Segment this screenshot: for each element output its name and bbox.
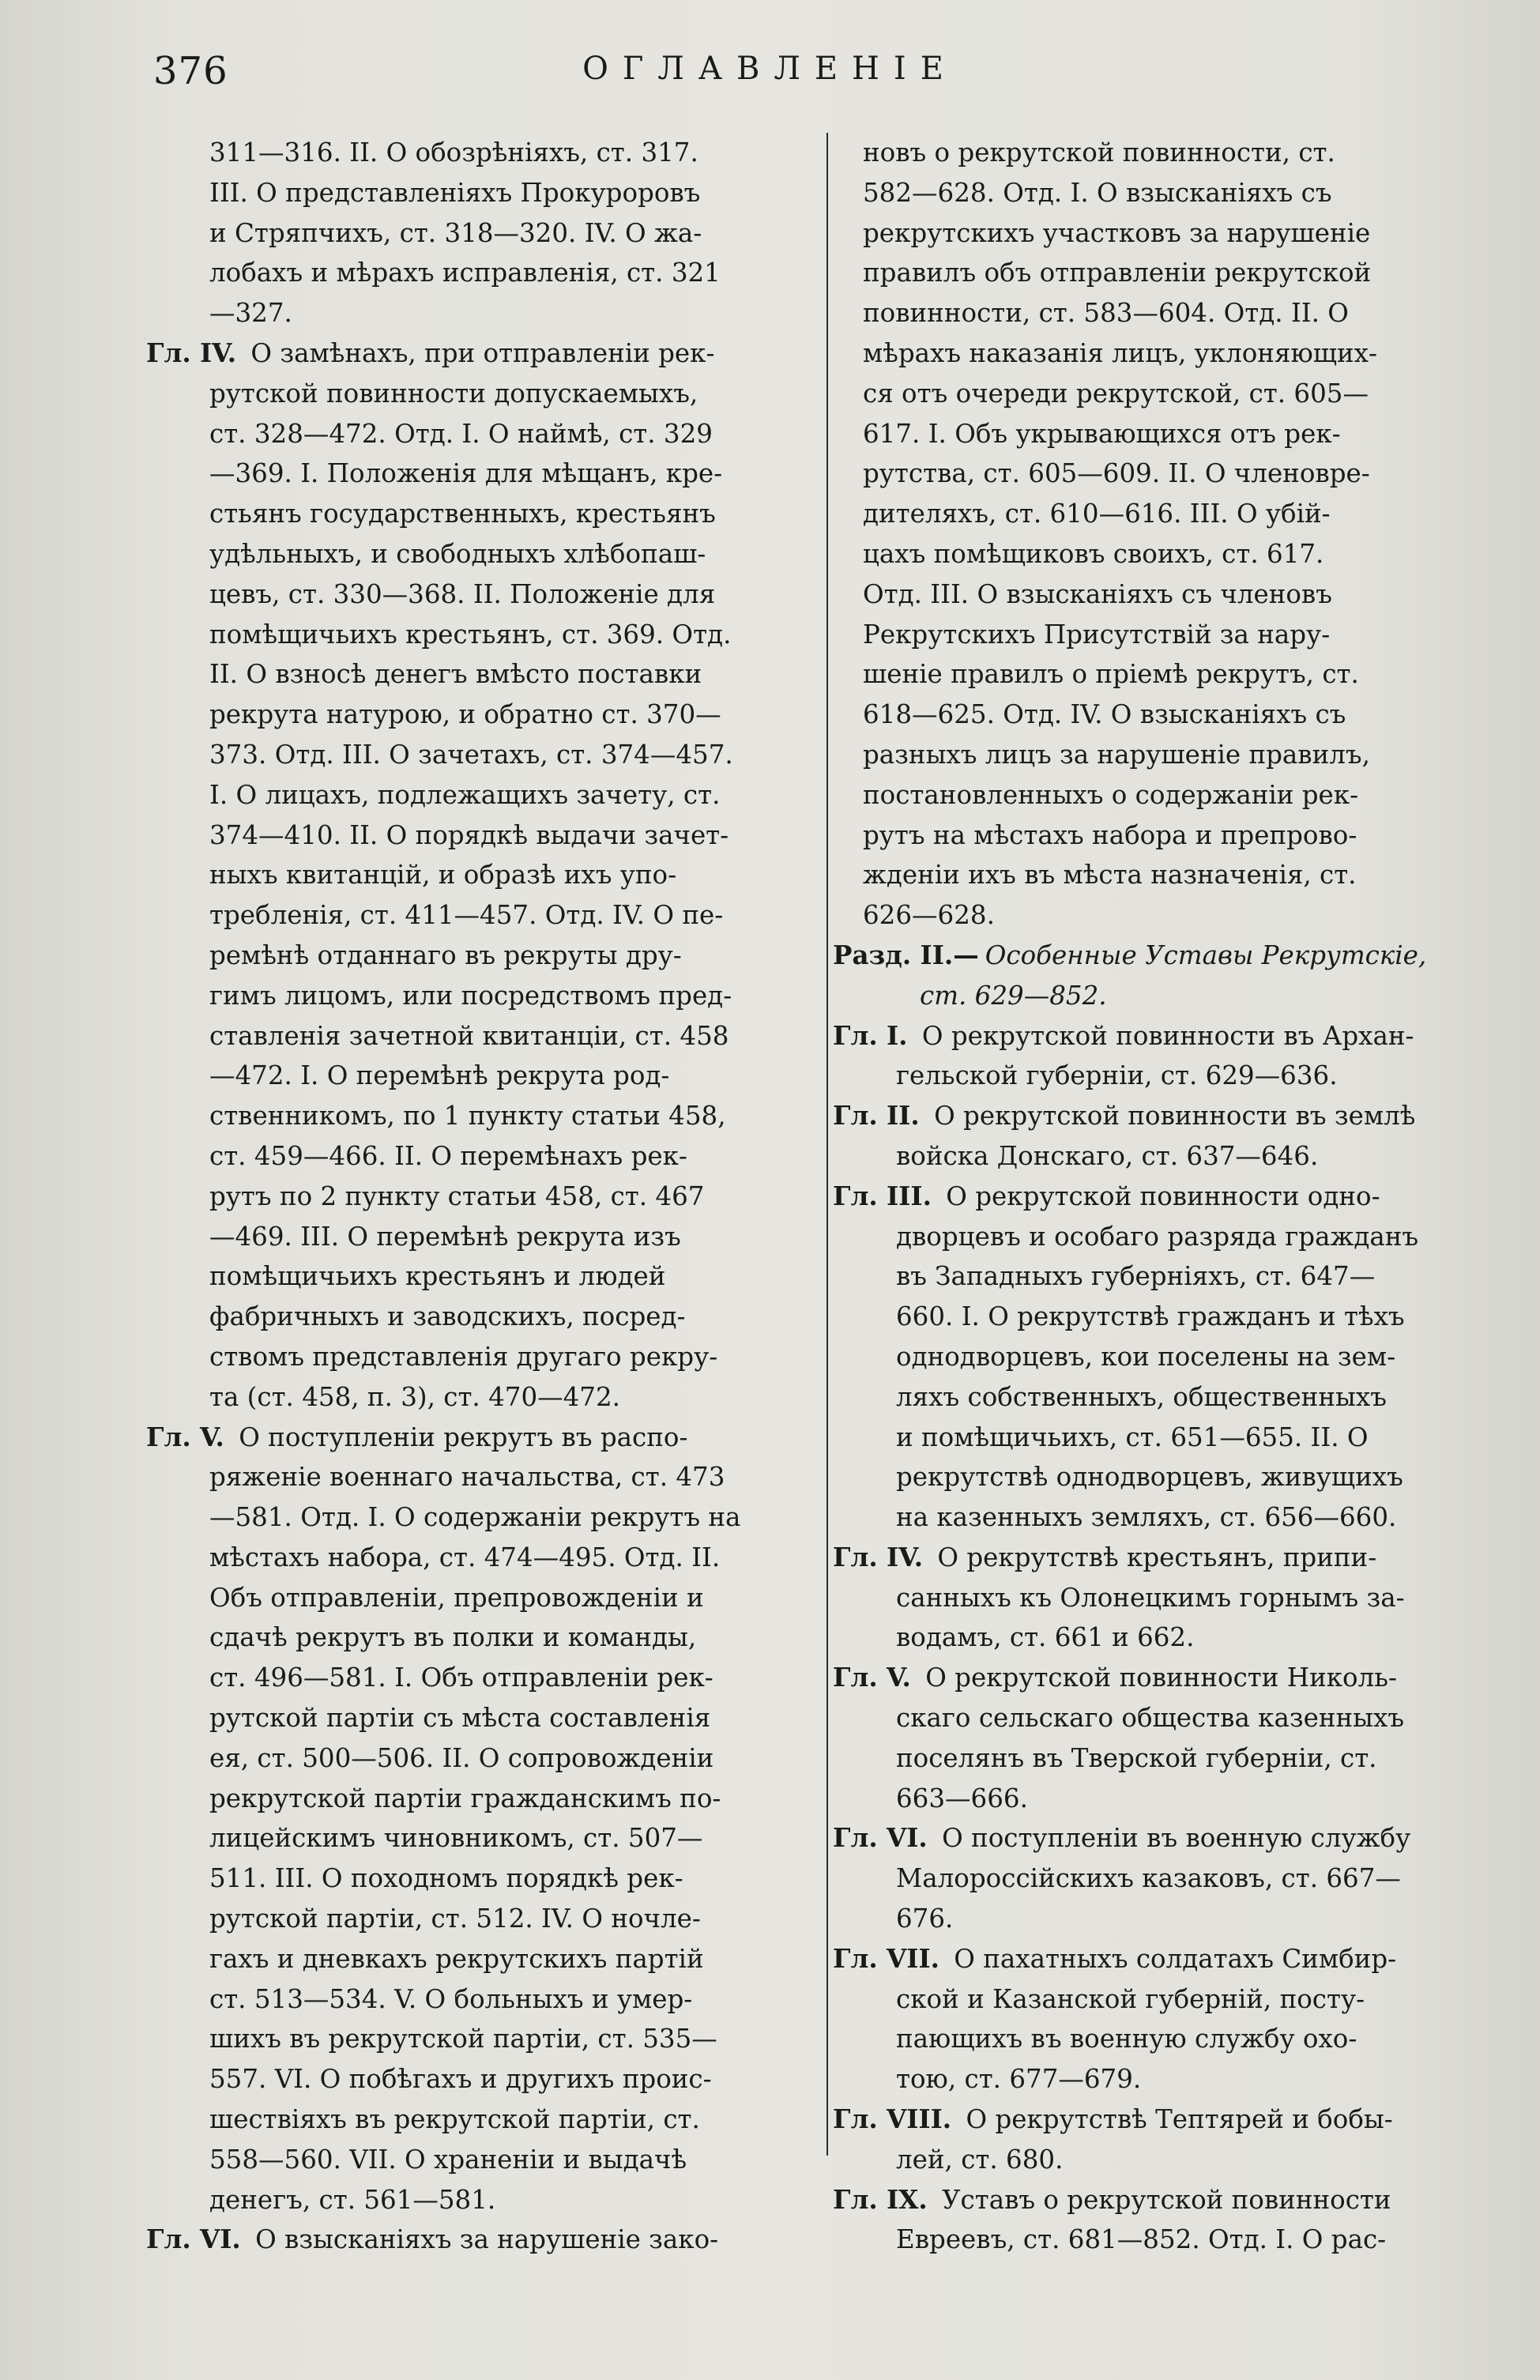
toc-entry [833,2180,1445,2261]
toc-line [146,1617,759,1658]
toc-line [146,1779,759,1819]
toc-line [146,1457,759,1497]
entry-text: 557. VI. О побѣгахъ и другихъ проис- [209,2064,712,2095]
chapter-label: Гл. VIII. [833,2103,952,2135]
toc-line [833,1698,1445,1738]
toc-line [146,454,759,494]
toc-line: правилъ объ отправленіи рекрутской [863,258,1372,288]
toc-line [833,2180,1445,2220]
toc-line: рекрутскихъ участковъ за нарушеніе [863,217,1371,248]
toc-line: повинности, ст. 583—604. Отд. II. О [863,298,1349,329]
toc-line [146,1136,759,1177]
entry-text: дворцевъ и особаго разряда гражданъ [896,1221,1419,1252]
running-head: ОГЛАВЛЕНІЕ [582,51,958,87]
section-label: Разд. II.— [833,939,979,970]
toc-line: новъ о рекрутской повинности, ст. [863,137,1335,168]
toc-line: цахъ помѣщиковъ своихъ, ст. 617. [863,538,1324,569]
chapter-label: Гл. V. [146,1421,224,1452]
toc-line [833,1177,1445,1217]
toc-line [146,1377,759,1418]
entry-text: ст. 496—581. I. Объ отправленіи рек- [209,1663,714,1693]
toc-line [833,1056,1445,1096]
entry-text: ст. 328—472. Отд. I. О наймѣ, ст. 329 [209,418,713,449]
toc-entry [833,1658,1445,1818]
entry-text: Уставъ о рекрутской повинности [942,2184,1391,2215]
entry-text: 663—666. [896,1783,1028,1813]
entry-text: 374—410. II. О порядкѣ выдачи зачет- [209,819,729,850]
toc-line [146,1899,759,1939]
entry-text: О поступленіи въ военную службу [942,1823,1411,1854]
toc-line: разныхъ лицъ за нарушеніе правилъ, [863,739,1370,770]
entry-text: —469. III. О перемѣнѣ рекрута изъ [209,1221,681,1252]
toc-line [833,1256,1445,1297]
entry-text: на казенныхъ земляхъ, ст. 656—660. [896,1502,1397,1533]
toc-line: постановленныхъ о содержаніи рек- [863,779,1359,810]
toc-line [833,2019,1445,2059]
toc-line [833,1899,1445,1939]
chapter-label: Гл. II. [833,1100,920,1132]
toc-line [146,1658,759,1698]
toc-line [146,855,759,895]
toc-line [833,1578,1445,1618]
entry-text: 558—560. VII. О храненіи и выдачѣ [209,2144,687,2175]
toc-line: 617. I. Объ укрывающихся отъ рек- [863,418,1341,449]
toc-line: рутъ на мѣстахъ набора и препрово- [863,819,1357,850]
page-number: 376 [153,49,228,93]
toc-line: —327. [209,298,292,329]
toc-line [833,1617,1445,1658]
toc-line [146,895,759,936]
entry-text: шествіяхъ въ рекрутской партіи, ст. [209,2104,700,2135]
entry-text: II. О взносѣ денегъ вмѣсто поставки [209,659,702,690]
section-heading-line [833,936,1445,976]
entry-text: О рекрутской повинности въ Архан- [921,1020,1414,1051]
toc-line: лобахъ и мѣрахъ исправленія, ст. 321 [209,258,721,288]
entry-text: однодворцевъ, кои поселены на зем- [896,1341,1396,1372]
entry-text: рекрутствѣ однодворцевъ, живущихъ [896,1462,1403,1493]
toc-line [146,1418,759,1458]
toc-line: 582—628. Отд. I. О взысканіяхъ съ [863,177,1332,208]
toc-line: и Стряпчихъ, ст. 318—320. IV. О жа- [209,217,702,248]
toc-line [833,1297,1445,1337]
toc-line [146,695,759,735]
entry-text: мѣстахъ набора, ст. 474—495. Отд. II. [209,1542,721,1572]
toc-line [833,1658,1445,1698]
toc-line [146,1818,759,1858]
left-column [146,133,759,2260]
toc-entry [146,333,759,1418]
toc-line [833,2220,1445,2260]
entry-text: О взысканіяхъ за нарушеніе зако- [255,2224,719,2255]
toc-line: дителяхъ, ст. 610—616. III. О убій- [863,499,1331,529]
entry-text: Евреевъ, ст. 681—852. Отд. I. О рас- [896,2224,1387,2255]
entry-text: 373. Отд. III. О зачетахъ, ст. 374—457. [209,739,733,770]
toc-line [146,2220,759,2260]
entry-text: рекрута натурою, и обратно ст. 370— [209,699,721,730]
toc-line [146,1538,759,1578]
entry-text: помѣщичьихъ крестьянъ и людей [209,1261,666,1292]
toc-line [833,1136,1445,1177]
toc-line [146,2140,759,2180]
entry-text: рутской партіи, ст. 512. IV. О ночле- [209,1904,701,1934]
chapter-label: Гл. IV. [146,337,237,368]
toc-line: мѣрахъ наказанія лицъ, уклоняющих- [863,337,1377,368]
toc-line [146,1497,759,1538]
toc-line [146,2059,759,2099]
toc-line [146,1337,759,1377]
toc-continuation [833,133,1445,936]
entry-text: водамъ, ст. 661 и 662. [896,1622,1195,1653]
section-title: Особенные Уставы Рекрутскіе, [985,940,1427,970]
toc-line: 626—628. [863,900,995,931]
toc-line [146,574,759,615]
entry-text: I. О лицахъ, подлежащихъ зачету, ст. [209,779,721,810]
toc-line [146,2099,759,2140]
toc-line [146,1096,759,1136]
entry-text: санныхъ къ Олонецкимъ горнымъ за- [896,1582,1405,1613]
entry-text: гимъ лицомъ, или посредствомъ пред- [209,980,732,1011]
chapter-label: Гл. IX. [833,2183,928,2215]
toc-line [146,976,759,1016]
toc-line [833,1457,1445,1497]
entry-text: рекрутской партіи гражданскимъ по- [209,1783,721,1813]
toc-line [146,2019,759,2059]
entry-text: ствомъ представленія другаго рекру- [209,1341,718,1372]
entry-text: и помѣщичьихъ, ст. 651—655. II. О [896,1422,1369,1452]
toc-entry [833,1016,1445,1097]
toc-line [833,1377,1445,1418]
entry-text: ставленія зачетной квитанціи, ст. 458 [209,1020,729,1051]
toc-line [146,815,759,856]
toc-line [833,1858,1445,1899]
toc-line [833,1538,1445,1578]
entry-text: стьянъ государственныхъ, крестьянъ [209,499,716,529]
entry-text: О рекрутской повинности въ землѣ [934,1101,1416,1132]
toc-line [146,775,759,815]
toc-line: III. О представленіяхъ Прокуроровъ [209,177,701,208]
toc-line [833,1217,1445,1257]
entry-text: О рекрутской повинности одно- [946,1181,1380,1211]
entry-text: ремѣнѣ отданнаго въ рекруты дру- [209,940,682,970]
entry-text: 511. III. О походномъ порядкѣ рек- [209,1863,683,1894]
toc-line [833,1016,1445,1056]
toc-line [146,1177,759,1217]
entry-text: войска Донскаго, ст. 637—646. [896,1140,1319,1171]
entry-text: помѣщичьихъ крестьянъ, ст. 369. Отд. [209,619,732,650]
toc-line [146,1056,759,1096]
entry-text: сдачѣ рекрутъ въ полки и команды, [209,1622,697,1653]
chapter-label: Гл. VI. [833,1822,928,1854]
column-divider [826,133,828,2156]
toc-line [833,1418,1445,1458]
toc-line [146,1979,759,2020]
toc-line [833,2099,1445,2140]
toc-line: 618—625. Отд. IV. О взысканіяхъ съ [863,699,1346,730]
toc-line [833,1818,1445,1858]
toc-line [146,1939,759,1979]
entry-text: требленія, ст. 411—457. Отд. IV. О пе- [209,900,724,931]
toc-line [146,494,759,534]
entry-text: О рекрутской повинности Николь- [925,1663,1397,1693]
toc-line [833,2140,1445,2180]
toc-line: жденіи ихъ въ мѣста назначенія, ст. [863,860,1357,891]
toc-line [146,1858,759,1899]
right-column [833,133,1445,2260]
toc-entry [833,1096,1445,1177]
entry-text: рутской повинности допускаемыхъ, [209,378,698,409]
toc-line [833,1779,1445,1819]
toc-line: шеніе правилъ о пріемѣ рекрутъ, ст. [863,659,1359,690]
section-heading [833,936,1445,1016]
entry-text: цевъ, ст. 330—368. II. Положеніе для [209,578,716,609]
entry-text: тою, ст. 677—679. [896,2064,1142,2095]
entry-text: денегъ, ст. 561—581. [209,2184,496,2215]
toc-line: Рекрутскихъ Присутствій за нару- [863,619,1331,650]
toc-entry [833,1177,1445,1538]
entry-text: —581. Отд. I. О содержаніи рекрутъ на [209,1502,741,1533]
toc-line [146,1738,759,1779]
toc-line [833,1337,1445,1377]
entry-text: поселянъ въ Тверской губерніи, ст. [896,1742,1377,1773]
toc-line [146,374,759,414]
entry-text: ея, ст. 500—506. II. О сопровожденіи [209,1742,714,1773]
toc-line [146,1217,759,1257]
toc-entry [146,1418,759,2220]
toc-line [146,1016,759,1056]
entry-text: шихъ въ рекрутской партіи, ст. 535— [209,2024,717,2054]
entry-text: —369. I. Положенія для мѣщанъ, кре- [209,458,723,489]
entry-text: —472. I. О перемѣнѣ рекрута род- [209,1060,670,1091]
chapter-label: Гл. I. [833,1019,908,1051]
entry-text: О замѣнахъ, при отправленіи рек- [250,337,715,368]
entry-text: 660. I. О рекрутствѣ гражданъ и тѣхъ [896,1301,1405,1332]
toc-continuation [146,133,759,333]
toc-line [833,2059,1445,2099]
chapter-label: Гл. III. [833,1180,932,1211]
toc-line [146,2180,759,2220]
entry-text: Малороссійскихъ казаковъ, ст. 667— [896,1863,1401,1894]
entry-text: О рекрутствѣ Тептярей и бобы- [966,2104,1393,2135]
entry-text: фабричныхъ и заводскихъ, посред- [209,1301,686,1332]
entry-text: скаго сельскаго общества казенныхъ [896,1703,1405,1734]
entry-text: гельской губерніи, ст. 629—636. [896,1060,1338,1091]
toc-line [146,1578,759,1618]
entry-text: гахъ и дневкахъ рекрутскихъ партій [209,1943,704,1974]
toc-line [146,654,759,695]
entry-text: ст. 459—466. II. О перемѣнахъ рек- [209,1140,687,1171]
toc-line [833,1096,1445,1136]
toc-entry [833,1818,1445,1938]
entry-text: лей, ст. 680. [896,2144,1064,2175]
toc-entry [833,1939,1445,2099]
entry-text: ряженіе военнаго начальства, ст. 473 [209,1462,725,1493]
toc-line [146,333,759,374]
toc-line [146,735,759,775]
entry-text: лицейскимъ чиновникомъ, ст. 507— [209,1823,703,1854]
entry-text: рутъ по 2 пункту статьи 458, ст. 467 [209,1181,705,1211]
entry-text: О пахатныхъ солдатахъ Симбир- [954,1943,1397,1974]
entry-text: ст. 513—534. V. О больныхъ и умер- [209,1983,693,2014]
toc-line [146,1256,759,1297]
toc-line: 311—316. II. О обозрѣніяхъ, ст. 317. [209,137,698,168]
toc-line [833,1738,1445,1779]
entry-text: удѣльныхъ, и свободныхъ хлѣбопаш- [209,538,706,569]
toc-entry [833,1538,1445,1658]
entry-text: ляхъ собственныхъ, общественныхъ [896,1381,1387,1412]
toc-line [146,414,759,454]
toc-entry [833,2099,1445,2180]
entry-text: рутской партіи съ мѣста составленія [209,1703,711,1734]
toc-line: ся отъ очереди рекрутской, ст. 605— [863,378,1369,409]
chapter-label: Гл. V. [833,1662,911,1693]
chapter-label: Гл. VI. [146,2224,241,2255]
entry-text: О рекрутствѣ крестьянъ, припи- [937,1542,1377,1572]
entry-text: ственникомъ, по 1 пункту статьи 458, [209,1101,726,1132]
toc-line: Отд. III. О взысканіяхъ съ членовъ [863,578,1332,609]
entry-text: ской и Казанской губерній, посту- [896,1983,1365,2014]
entry-text: Объ отправленіи, препровожденіи и [209,1582,704,1613]
entry-text: пающихъ въ военную службу охо- [896,2024,1357,2054]
toc-line [146,534,759,574]
entry-text: 676. [896,1904,954,1934]
toc-line [833,1497,1445,1538]
entry-text: ныхъ квитанцій, и образѣ ихъ упо- [209,860,677,891]
toc-line [146,615,759,655]
chapter-label: Гл. VII. [833,1942,939,1974]
section-range: ст. 629—852. [920,980,1107,1011]
toc-line [146,1297,759,1337]
chapter-label: Гл. IV. [833,1541,924,1572]
entry-text: въ Западныхъ губерніяхъ, ст. 647— [896,1261,1376,1292]
entry-text: та (ст. 458, п. 3), ст. 470—472. [209,1381,620,1412]
toc-line [833,1979,1445,2020]
entry-text: О поступленіи рекрутъ въ распо- [239,1422,688,1452]
toc-line [146,936,759,976]
toc-line: рутства, ст. 605—609. II. О членовре- [863,458,1370,489]
toc-line [146,1698,759,1738]
toc-entry [146,2220,759,2260]
toc-line [833,1939,1445,1979]
